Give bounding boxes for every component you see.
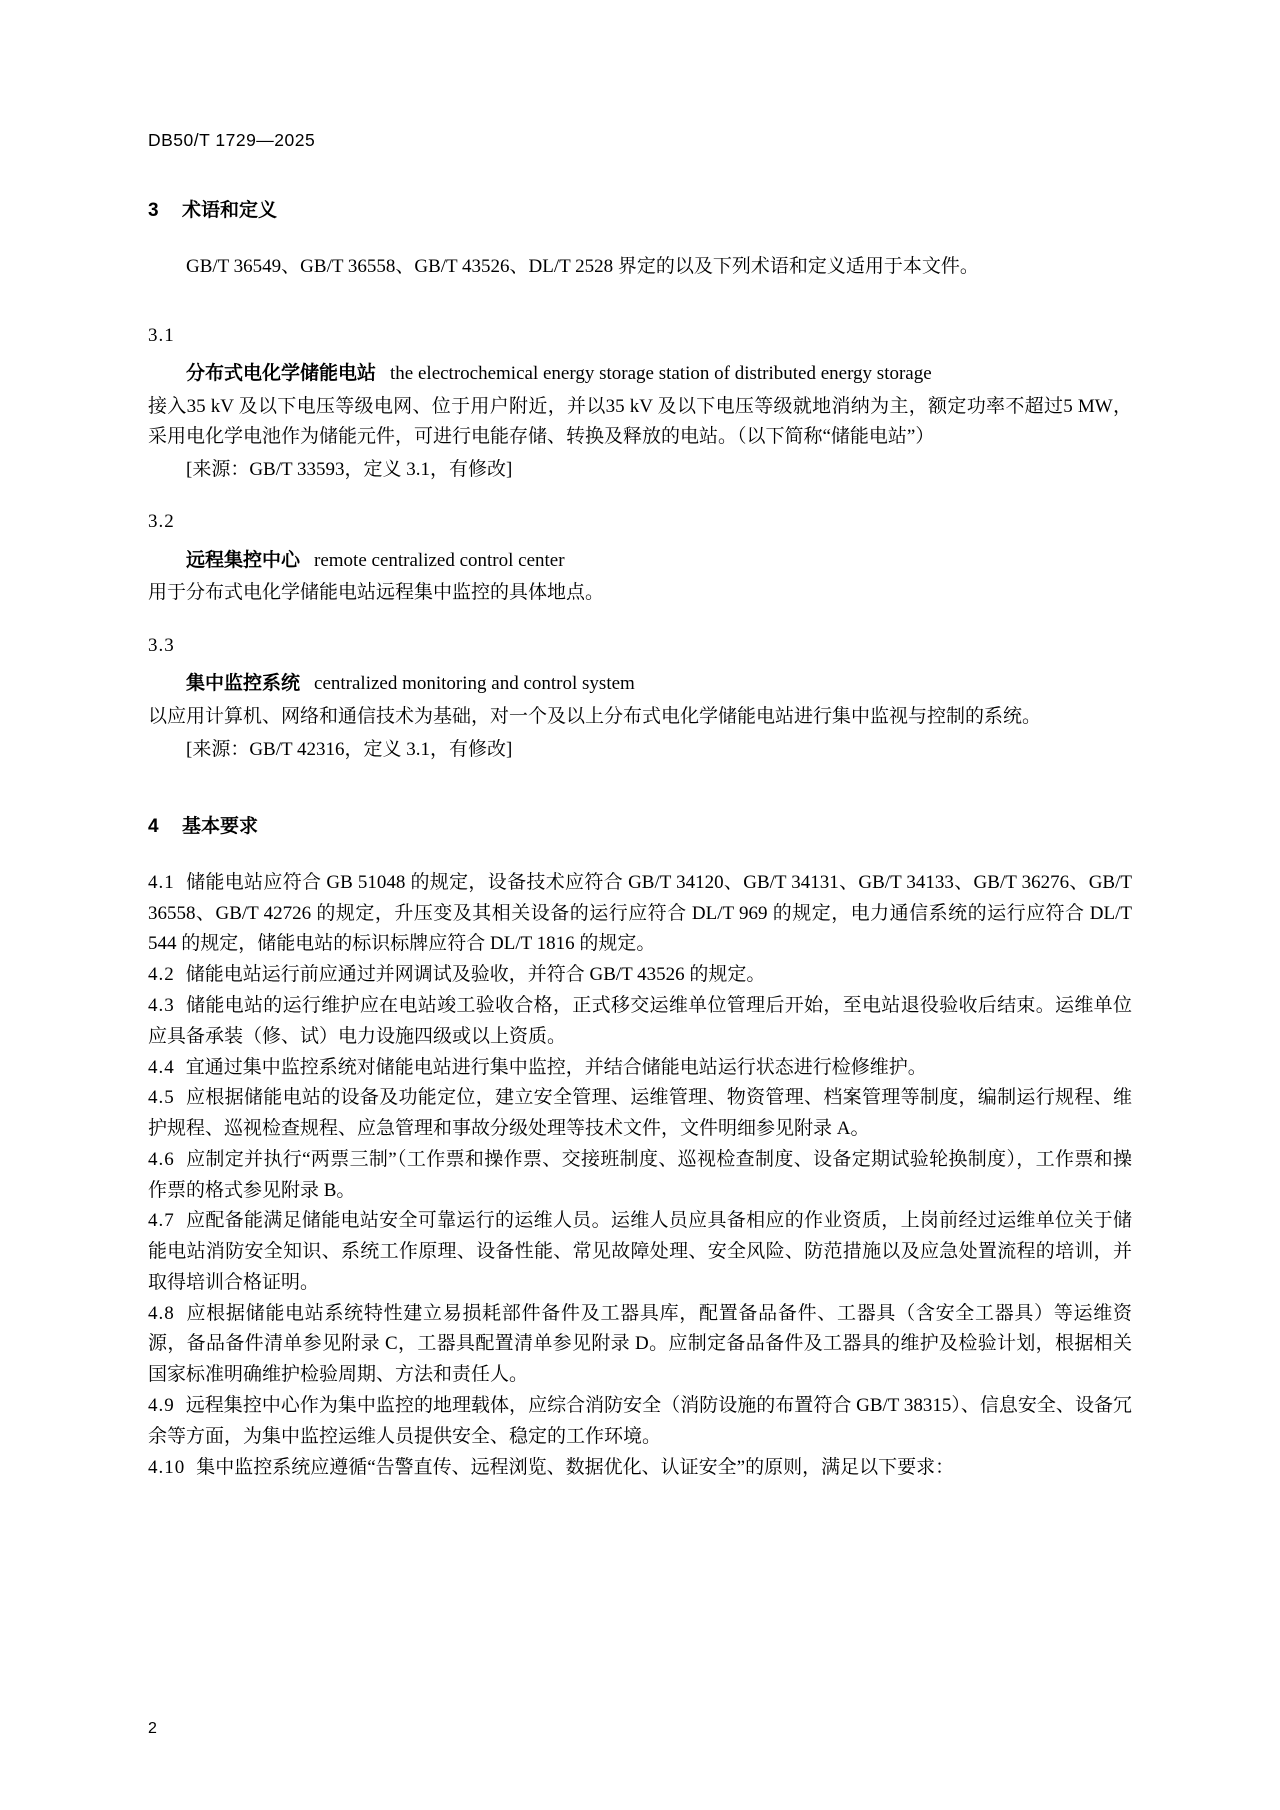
- clause-4-9-text: 远程集控中心作为集中监控的地理载体，应综合消防安全（消防设施的布置符合 GB/T 38315）、信息安全、设备冗余等方面，为集中监控运维人员提供安全、稳定的工作环境。: [148, 1394, 1132, 1447]
- term-3-1-cn: 分布式电化学储能电站: [186, 363, 377, 385]
- section-3-number: 3: [148, 200, 159, 221]
- term-3-1-en: the electrochemical energy storage station of distributed energy storage: [390, 363, 932, 385]
- term-3-2-number: 3.2: [148, 511, 175, 533]
- term-3-3-source: [来源：GB/T 42316，定义 3.1，有修改]: [186, 738, 513, 760]
- clause-4-6: [148, 1145, 1132, 1207]
- clause-4-2: [148, 960, 1132, 991]
- term-3-1-heading: [148, 359, 1132, 389]
- clause-4-2-text: 储能电站运行前应通过并网调试及验收，并符合 GB/T 43526 的规定。: [185, 964, 766, 986]
- clause-4-8: [148, 1299, 1132, 1391]
- clause-4-1-text: 储能电站应符合 GB 51048 的规定，设备技术应符合 GB/T 34120、GB/T 34131、GB/T 34133、GB/T 36276、GB/T 36558、GB/T 42726 的规定，升压变及其相关设备的运行应符合 DL/T 969 的规定，电力通信系统的运行应符合 DL/T 544 的规定，储能电站的标识标牌应符合 DL/T 1816 的规定。: [148, 871, 1132, 955]
- section-3-label: 术语和定义: [182, 200, 278, 221]
- clause-4-7-text: 应配备能满足储能电站安全可靠运行的运维人员。运维人员应具备相应的作业资质，上岗前经过运维单位关于储能电站消防安全知识、系统工作原理、设备性能、常见故障处理、安全风险、防范措施以及应急处置流程的培训，并取得培训合格证明。: [148, 1210, 1132, 1293]
- term-3-1-number: 3.1: [148, 324, 175, 346]
- term-3-3-en: centralized monitoring and control system: [314, 673, 635, 695]
- term-3-1-source: [来源：GB/T 33593，定义 3.1，有修改]: [186, 459, 513, 481]
- clause-4-4: [148, 1053, 1132, 1084]
- clause-4-3-text: 储能电站的运行维护应在电站竣工验收合格，正式移交运维单位管理后开始，至电站退役验收后结束。运维单位应具备承装（修、试）电力设施四级或以上资质。: [148, 995, 1132, 1047]
- term-3-2-en: remote centralized control center: [314, 549, 565, 571]
- term-3-1-definition: 接入35 kV 及以下电压等级电网、位于用户附近，并以35 kV 及以下电压等级就地消纳为主，额定功率不超过5 MW，采用电化学电池作为储能元件，可进行电能存储、转换及释放的电站。（以下简称“储能电站”）: [148, 395, 1132, 448]
- clause-4-5-text: 应根据储能电站的设备及功能定位，建立安全管理、运维管理、物资管理、档案管理等制度，编制运行规程、维护规程、巡视检查规程、应急管理和事故分级处理等技术文件，文件明细参见附录 A。: [148, 1087, 1132, 1140]
- clause-4-8-label: 4.8: [148, 1302, 175, 1324]
- clause-4-6-text: 应制定并执行“两票三制”（工作票和操作票、交接班制度、巡视检查制度、设备定期试验轮换制度），工作票和操作票的格式参见附录 B。: [148, 1148, 1132, 1201]
- section-3-lead: GB/T 36549、GB/T 36558、GB/T 43526、DL/T 2528 界定的以及下列术语和定义适用于本文件。: [186, 256, 979, 277]
- section-4-title: [148, 811, 1132, 838]
- clause-4-7-label: 4.7: [148, 1210, 175, 1232]
- clause-4-4-label: 4.4: [148, 1056, 175, 1078]
- section-3-title: [148, 195, 1132, 222]
- term-3-3-number: 3.3: [148, 635, 175, 657]
- clause-4-3-label: 4.3: [148, 995, 175, 1017]
- clause-4-2-label: 4.2: [148, 964, 175, 986]
- clause-4-9-label: 4.9: [148, 1394, 175, 1416]
- clause-4-6-label: 4.6: [148, 1148, 175, 1170]
- clause-4-1: [148, 868, 1132, 960]
- clause-4-10: [148, 1453, 1132, 1484]
- clause-4-9: [148, 1391, 1132, 1453]
- term-3-2-heading: [148, 546, 1132, 576]
- clause-4-5-label: 4.5: [148, 1087, 175, 1109]
- clause-4-10-text: 集中监控系统应遵循“告警直传、远程浏览、数据优化、认证安全”的原则，满足以下要求：: [196, 1456, 955, 1478]
- clause-4-7: [148, 1206, 1132, 1298]
- clause-4-3: [148, 991, 1132, 1053]
- section-4-label: 基本要求: [182, 815, 259, 837]
- page-header: DB50/T 1729—2025: [148, 130, 316, 150]
- term-3-2-cn: 远程集控中心: [186, 549, 301, 571]
- clause-4-4-text: 宜通过集中监控系统对储能电站进行集中监控，并结合储能电站运行状态进行检修维护。: [185, 1056, 927, 1078]
- term-3-3-definition: 以应用计算机、网络和通信技术为基础，对一个及以上分布式电化学储能电站进行集中监视与控制的系统。: [148, 705, 1042, 727]
- clause-4-8-text: 应根据储能电站系统特性建立易损耗部件备件及工器具库，配置备品备件、工器具（含安全工器具）等运维资源，备品备件清单参见附录 C，工器具配置清单参见附录 D。应制定备品备件及工器具的维护及检验计划，根据相关国家标准明确维护检验周期、方法和责任人。: [148, 1302, 1132, 1386]
- term-3-3-heading: [148, 669, 1132, 699]
- section-4-number: 4: [148, 815, 159, 837]
- term-3-3-cn: 集中监控系统: [186, 673, 301, 695]
- clause-4-5: [148, 1083, 1132, 1145]
- clause-4-1-label: 4.1: [148, 871, 175, 893]
- term-3-2-definition: 用于分布式电化学储能电站远程集中监控的具体地点。: [148, 582, 605, 604]
- page-number: 2: [148, 1720, 157, 1737]
- clause-4-10-label: 4.10: [148, 1456, 186, 1478]
